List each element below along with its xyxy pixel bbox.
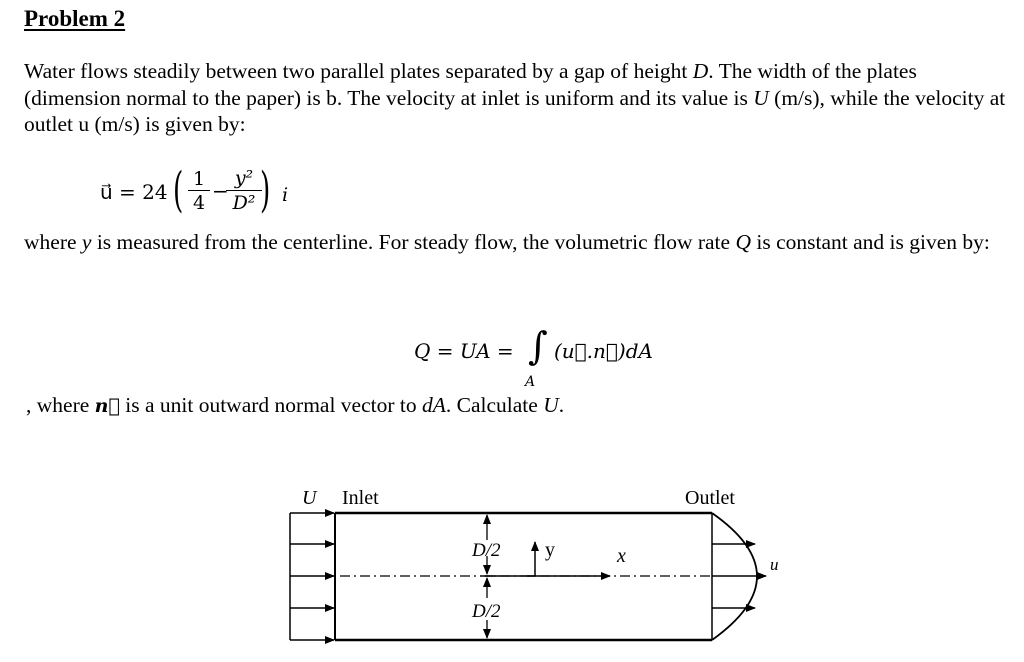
flow-rate-equation bbox=[410, 324, 653, 394]
flow-rate-paragraph bbox=[24, 229, 1009, 256]
variable-dA: dA bbox=[422, 393, 446, 417]
normal-vector: n⃗ bbox=[94, 395, 120, 417]
channel-flow-diagram bbox=[280, 480, 800, 655]
text-segment: . Calculate bbox=[445, 393, 544, 417]
numerator: y² bbox=[234, 167, 254, 189]
denominator: D² bbox=[226, 190, 262, 215]
variable-y: y bbox=[81, 230, 92, 254]
fraction-one-quarter bbox=[188, 168, 210, 215]
text-segment: Water flows steadily between two parallel plates separated by a gap of height bbox=[24, 59, 693, 83]
unit-vector-i: i bbox=[282, 184, 289, 206]
label-x: x bbox=[617, 545, 626, 567]
variable-U: U bbox=[753, 85, 769, 110]
text-segment: is constant and is given by: bbox=[750, 230, 990, 254]
text-segment: where bbox=[24, 230, 82, 254]
text-segment: . bbox=[558, 393, 565, 417]
denominator: 4 bbox=[188, 190, 210, 215]
fraction-y-over-D bbox=[226, 166, 262, 215]
text-segment: is measured from the centerline. For steady flow, the volumetric flow rate bbox=[91, 230, 736, 254]
label-half-gap-bottom: D/2 bbox=[472, 601, 501, 622]
label-u: u bbox=[770, 555, 779, 574]
problem-title: Problem 2 bbox=[24, 6, 126, 31]
minus-sign: − bbox=[212, 179, 229, 203]
numerator: 1 bbox=[192, 168, 206, 190]
integrand: (u⃗.n⃗)dA bbox=[554, 339, 653, 363]
right-paren: ) bbox=[260, 162, 271, 218]
variable-D: D bbox=[692, 59, 709, 83]
text-segment: is a unit outward normal vector to bbox=[119, 393, 422, 417]
velocity-profile-equation bbox=[100, 160, 300, 226]
equation-lhs: u⃗ = 24 bbox=[100, 180, 168, 204]
text-segment: (m/s), while the velocity at outlet u (m/s) is given by: bbox=[24, 85, 1006, 136]
label-y: y bbox=[545, 539, 555, 561]
integral-subscript: A bbox=[525, 374, 536, 390]
question-paragraph bbox=[26, 392, 1011, 420]
equation-lhs: Q = UA = bbox=[414, 339, 514, 363]
left-paren: ( bbox=[173, 162, 184, 218]
problem-statement-paragraph bbox=[24, 58, 1009, 138]
label-U: U bbox=[302, 487, 317, 509]
label-outlet: Outlet bbox=[685, 487, 735, 509]
variable-U: U bbox=[543, 393, 559, 417]
diagram-svg bbox=[280, 480, 800, 655]
label-inlet: Inlet bbox=[342, 487, 379, 509]
integral-sign: ∫ bbox=[528, 324, 548, 368]
variable-Q: Q bbox=[735, 230, 751, 254]
label-half-gap-top: D/2 bbox=[472, 540, 501, 561]
text-segment: , where bbox=[26, 393, 95, 417]
text-segment: . The width of the plates (dimension normal to the paper) is b. The velocity at inlet is uniform and its value is bbox=[24, 59, 917, 110]
